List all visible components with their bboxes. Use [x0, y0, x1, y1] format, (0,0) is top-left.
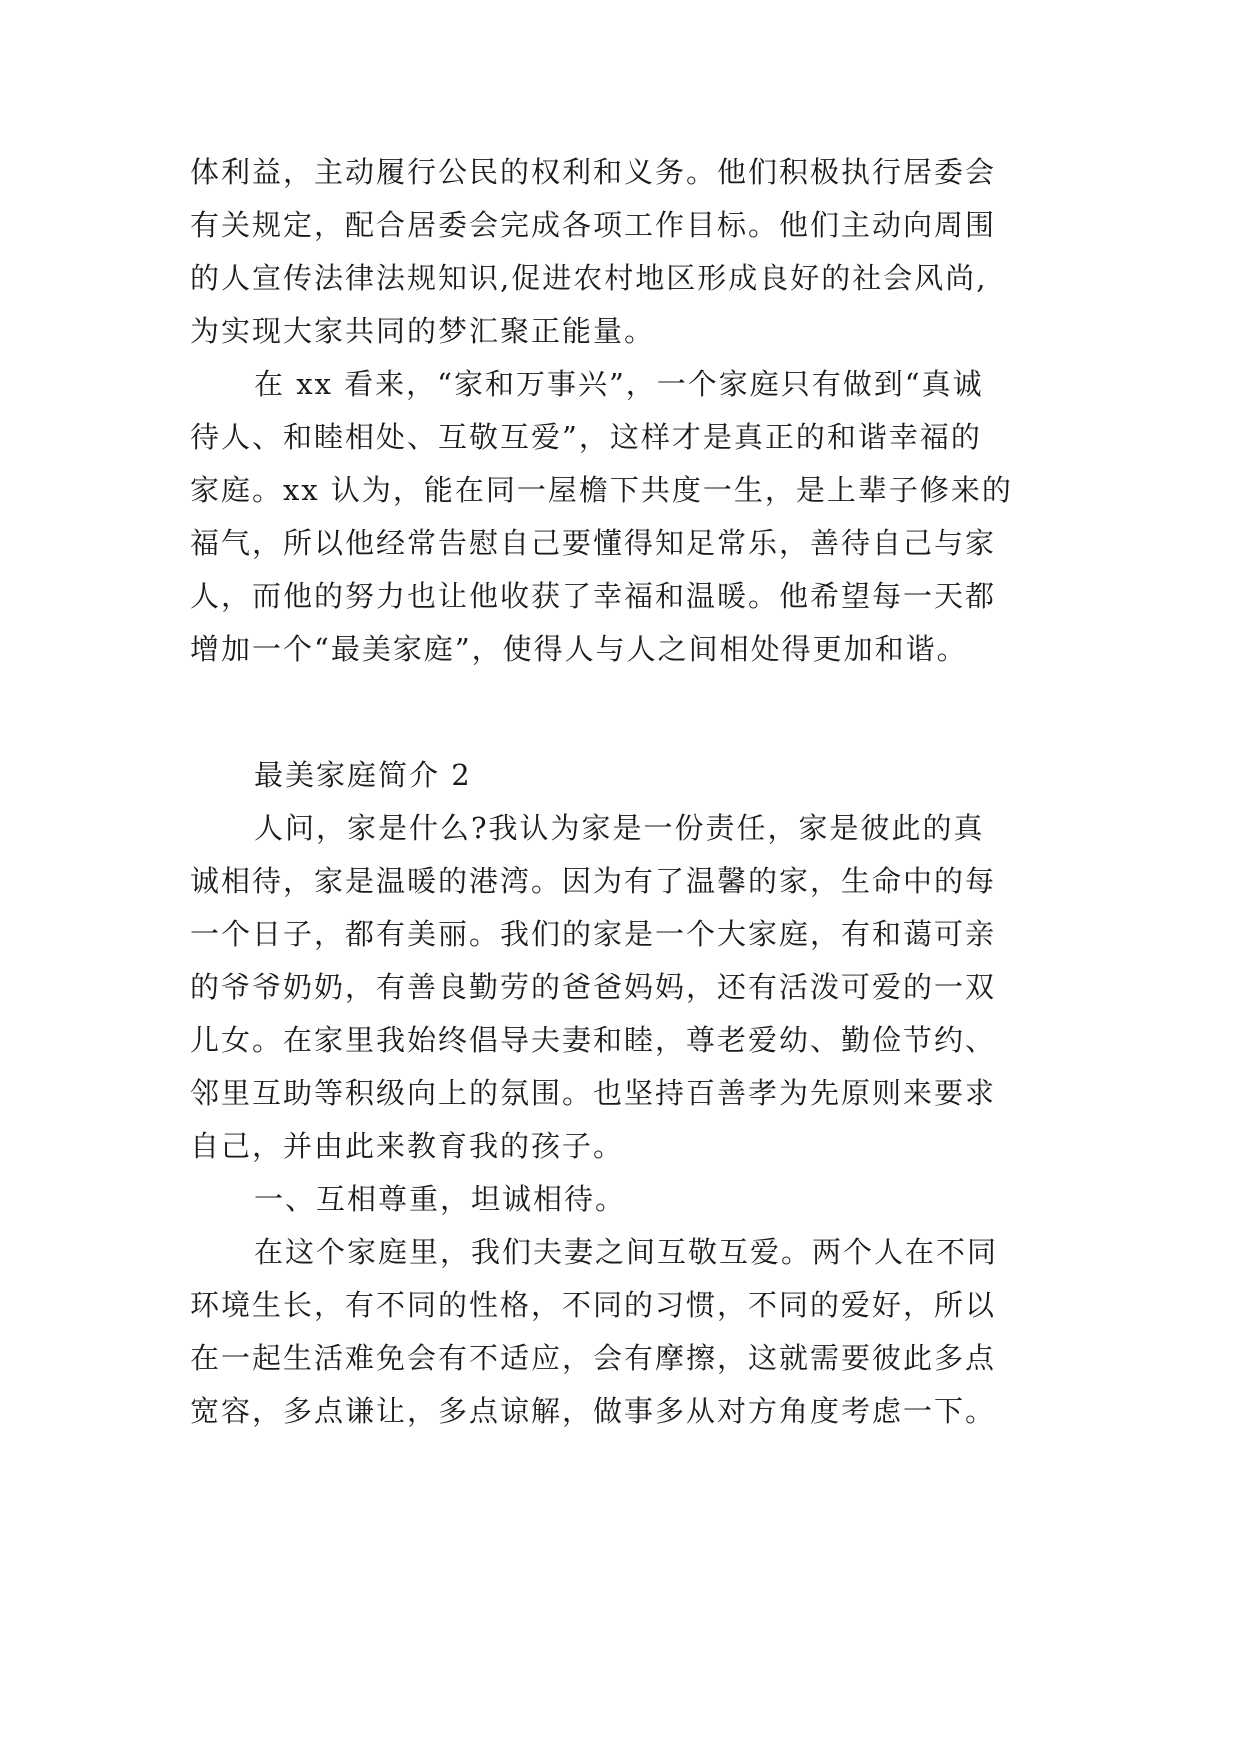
section-heading: 最美家庭简介 2	[254, 758, 472, 792]
paragraph-line: 福气，所以他经常告慰自己要懂得知足常乐，善待自己与家	[190, 526, 997, 560]
paragraph-line: 自己，并由此来教育我的孩子。	[190, 1129, 625, 1163]
paragraph-line: 人，而他的努力也让他收获了幸福和温暖。他希望每一天都	[190, 579, 997, 613]
paragraph-line: 环境生长，有不同的性格，不同的习惯，不同的爱好，所以	[190, 1288, 997, 1322]
paragraph-line: 为实现大家共同的梦汇聚正能量。	[190, 314, 656, 348]
paragraph-line: 有关规定，配合居委会完成各项工作目标。他们主动向周围	[190, 208, 997, 242]
paragraph-line: 邻里互助等积级向上的氛围。也坚持百善孝为先原则来要求	[190, 1076, 997, 1110]
paragraph-line: 待人、和睦相处、互敬互爱”，这样才是真正的和谐幸福的	[190, 420, 982, 454]
paragraph-line: 宽容，多点谦让，多点谅解，做事多从对方角度考虑一下。	[190, 1394, 997, 1428]
paragraph-line: 在 xx 看来，“家和万事兴”，一个家庭只有做到“真诚	[254, 367, 984, 401]
paragraph-line: 增加一个“最美家庭”，使得人与人之间相处得更加和谐。	[190, 632, 968, 666]
paragraph-line: 家庭。xx 认为，能在同一屋檐下共度一生，是上辈子修来的	[190, 473, 1013, 507]
paragraph-line: 的人宣传法律法规知识,促进农村地区形成良好的社会风尚,	[190, 261, 988, 295]
paragraph-line: 儿女。在家里我始终倡导夫妻和睦，尊老爱幼、勤俭节约、	[190, 1023, 997, 1057]
subheading: 一、互相尊重，坦诚相待。	[254, 1182, 627, 1216]
paragraph-line: 在一起生活难免会有不适应，会有摩擦，这就需要彼此多点	[190, 1341, 997, 1375]
paragraph-line: 体利益，主动履行公民的权利和义务。他们积极执行居委会	[190, 155, 997, 189]
paragraph-line: 一个日子，都有美丽。我们的家是一个大家庭，有和蔼可亲	[190, 917, 997, 951]
paragraph-line: 诚相待，家是温暖的港湾。因为有了温馨的家，生命中的每	[190, 864, 997, 898]
paragraph-line: 的爷爷奶奶，有善良勤劳的爸爸妈妈，还有活泼可爱的一双	[190, 970, 997, 1004]
paragraph-line: 人问，家是什么?我认为家是一份责任，家是彼此的真	[254, 811, 985, 845]
paragraph-line: 在这个家庭里，我们夫妻之间互敬互爱。两个人在不同	[254, 1235, 999, 1269]
